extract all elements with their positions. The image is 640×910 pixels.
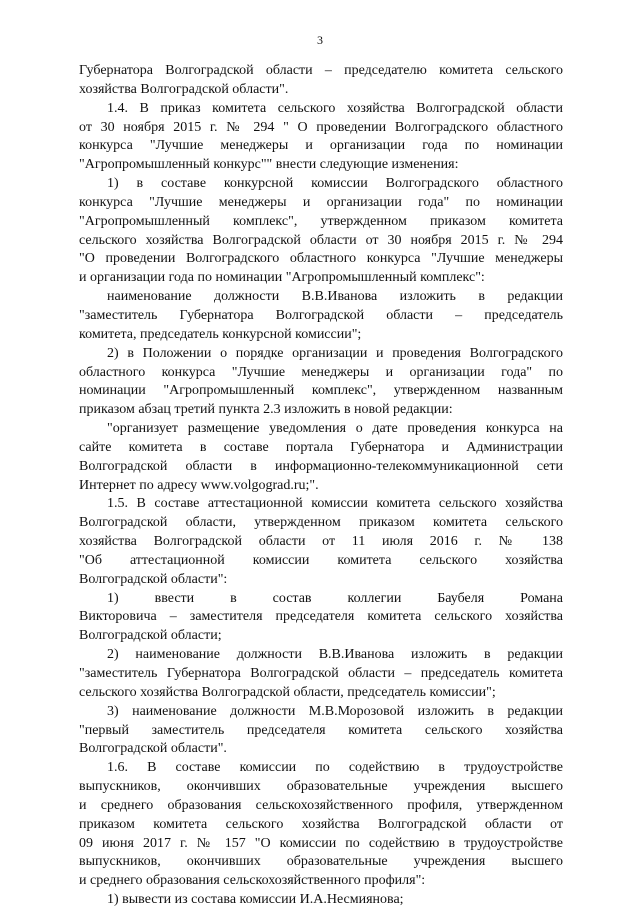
text-line: конкурса "Лучшие менеджеры и организации года по номинации <box>79 138 563 154</box>
text-line: и среднего образования сельскохозяйственного профиля, утвержденном <box>79 797 563 813</box>
text-line: наименование должности В.В.Иванова изложить в редакции <box>107 289 563 305</box>
text-line: комитета, председатель конкурсной комиссии"; <box>79 326 362 342</box>
text-line: "Агропромышленный комплекс", утвержденном приказом комитета <box>79 213 563 229</box>
text-line: от 30 ноября 2015 г. № 294 " О проведении Волгоградского областного <box>79 119 563 135</box>
text-line: "организует размещение уведомления о дате проведения конкурса на <box>107 421 563 437</box>
text-line: сельского хозяйства Волгоградской области, председатель комиссии"; <box>79 684 496 700</box>
text-line: 3) наименование должности М.В.Морозовой изложить в редакции <box>107 703 563 719</box>
text-line: "заместитель Губернатора Волгоградской области – председатель <box>79 307 563 323</box>
text-line: 09 июня 2017 г. № 157 "О комиссии по содействию в трудоустройстве <box>79 835 563 851</box>
text-line: 2) наименование должности В.В.Иванова изложить в редакции <box>107 647 563 663</box>
text-line: 2) в Положении о порядке организации и проведения Волгоградского <box>107 345 563 361</box>
text-line: конкурса "Лучшие менеджеры и организации года" по номинации <box>79 194 563 210</box>
text-line: "О проведении Волгоградского областного конкурса "Лучшие менеджеры <box>79 251 563 267</box>
text-line: и среднего образования сельскохозяйственного профиля": <box>79 873 426 889</box>
document-body <box>79 62 563 910</box>
text-line: Волгоградской области, утвержденном приказом комитета сельского <box>79 515 563 531</box>
text-line: выпускников, окончивших образовательные учреждения высшего <box>79 854 563 870</box>
page-number: 3 <box>317 33 323 47</box>
text-line: "заместитель Губернатора Волгоградской области – председатель комитета <box>79 666 563 681</box>
text-line: Викторовича – заместителя председателя комитета сельского хозяйства <box>79 609 563 625</box>
text-line: хозяйства Волгоградской области от 11 июля 2016 г. № 138 <box>79 534 563 550</box>
text-line: "первый заместитель председателя комитета сельского хозяйства <box>79 722 563 738</box>
text-line: Волгоградской области": <box>79 571 228 587</box>
text-line: сельского хозяйства Волгоградской области от 30 ноября 2015 г. № 294 <box>79 232 563 248</box>
text-line: сайте комитета в составе портала Губернатора и Администрации <box>79 439 563 455</box>
text-line: областного конкурса "Лучшие менеджеры и организации года" по <box>79 364 563 380</box>
text-line: и организации года по номинации "Агропромышленный комплекс": <box>79 270 485 286</box>
text-line: 1.5. В составе аттестационной комиссии комитета сельского хозяйства <box>107 496 563 512</box>
text-line: приказом абзац третий пункта 2.3 изложить в новой редакции: <box>79 402 453 418</box>
text-line: Волгоградской области". <box>79 741 227 757</box>
text-line: хозяйства Волгоградской области". <box>79 81 289 97</box>
text-line: выпускников, окончивших образовательные учреждения высшего <box>79 779 563 795</box>
text-line: "Об аттестационной комиссии комитета сельского хозяйства <box>79 552 563 568</box>
text-line: 1) вывести из состава комиссии И.А.Несмиянова; <box>107 892 404 908</box>
text-line: 1.6. В составе комиссии по содействию в трудоустройстве <box>107 760 563 776</box>
text-line: номинации "Агропромышленный комплекс", утвержденном названным <box>79 383 563 399</box>
text-line: 1.4. В приказ комитета сельского хозяйства Волгоградской области <box>107 100 563 116</box>
text-line: "Агропромышленный конкурс"" внести следующие изменения: <box>79 157 459 173</box>
text-line: Волгоградской области; <box>79 628 222 644</box>
text-line: 1) ввести в состав коллегии Баубеля Романа <box>107 590 563 606</box>
text-line: Волгоградской области в информационно-телекоммуникационной сети <box>79 458 563 474</box>
text-line: Губернатора Волгоградской области – председателю комитета сельского <box>79 63 563 78</box>
text-line: приказом комитета сельского хозяйства Волгоградской области от <box>79 816 563 832</box>
text-line: Интернет по адресу www.volgograd.ru;". <box>79 477 319 493</box>
text-line: 1) в составе конкурсной комиссии Волгоградского областного <box>107 176 563 192</box>
